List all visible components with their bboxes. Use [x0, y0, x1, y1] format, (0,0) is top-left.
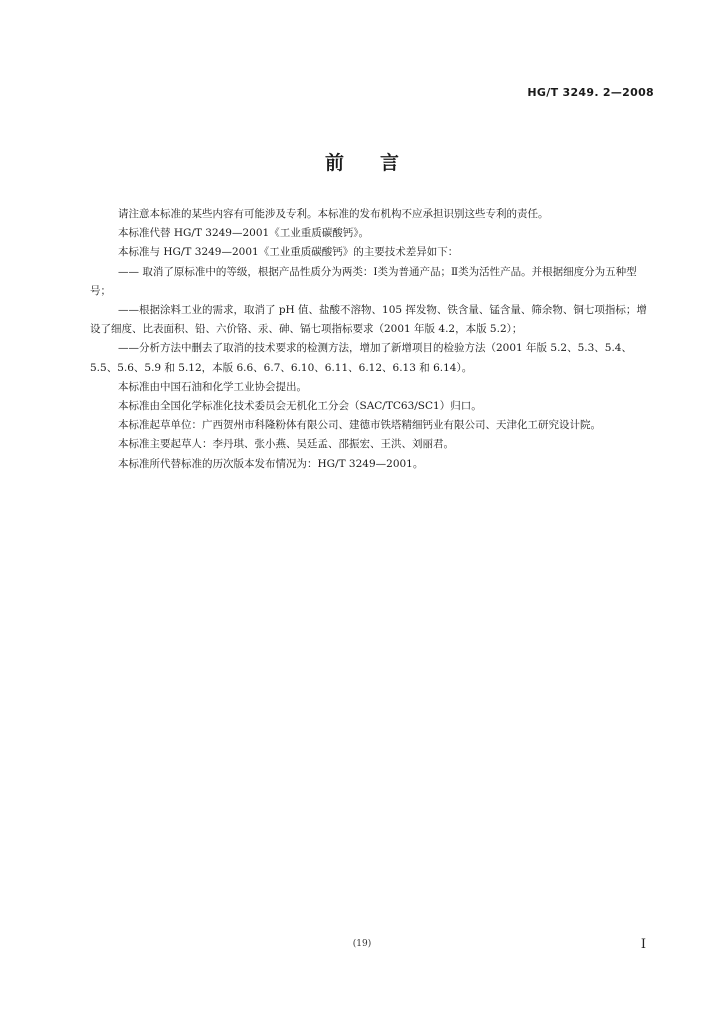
- page-number: (19): [352, 939, 372, 949]
- paragraph-difference-indicators: ——根据涂料工业的需求，取消了 pH 值、盐酸不溶物、105 挥发物、铁含量、锰含量、筛余物、铜七项指标；增设了细度、比表面积、铅、六价铬、汞、砷、镉七项指标要求（2001 年版 4.2，本版 5.2）；: [90, 304, 647, 336]
- paragraph-history: 本标准所代替标准的历次版本发布情况为：HG/T 3249—2001。: [118, 457, 424, 470]
- roman-page-number: I: [640, 937, 646, 952]
- paragraph-replaces: 本标准代替 HG/T 3249—2001《工业重质碳酸钙》。: [118, 227, 369, 240]
- paragraph-difference-methods: ——分析方法中删去了取消的技术要求的检测方法，增加了新增项目的检验方法（2001 年版 5.2、5.3、5.4、5.5、5.6、5.9 和 5.12，本版 6.6、6.7、6.10、6.11、6.12、6.13 和 6.14）。: [90, 342, 632, 374]
- paragraph-differences-intro: 本标准与 HG/T 3249—2001《工业重质碳酸钙》的主要技术差异如下：: [118, 246, 459, 259]
- standard-code: HG/T 3249. 2—2008: [527, 86, 654, 99]
- paragraph-drafters: 本标准主要起草人：李丹琪、张小燕、吴廷孟、邵振宏、王洪、刘丽君。: [118, 438, 454, 451]
- paragraph-patent-notice: 请注意本标准的某些内容有可能涉及专利。本标准的发布机构不应承担识别这些专利的责任。: [118, 208, 549, 220]
- section-title: 前言: [324, 152, 435, 174]
- paragraph-difference-classes: —— 取消了原标准中的等级，根据产品性质分为两类：Ⅰ类为普通产品；Ⅱ类为活性产品。并根据细度分为五种型号；: [90, 265, 637, 297]
- foreword-body: [90, 205, 656, 474]
- paragraph-proposed-by: 本标准由中国石油和化学工业协会提出。: [118, 380, 307, 393]
- paragraph-centralized-by: 本标准由全国化学标准化技术委员会无机化工分会（SAC/TC63/SC1）归口。: [118, 400, 482, 413]
- paragraph-drafting-units: 本标准起草单位：广西贺州市科隆粉体有限公司、建德市铁塔精细钙业有限公司、天津化工研究设计院。: [118, 419, 601, 432]
